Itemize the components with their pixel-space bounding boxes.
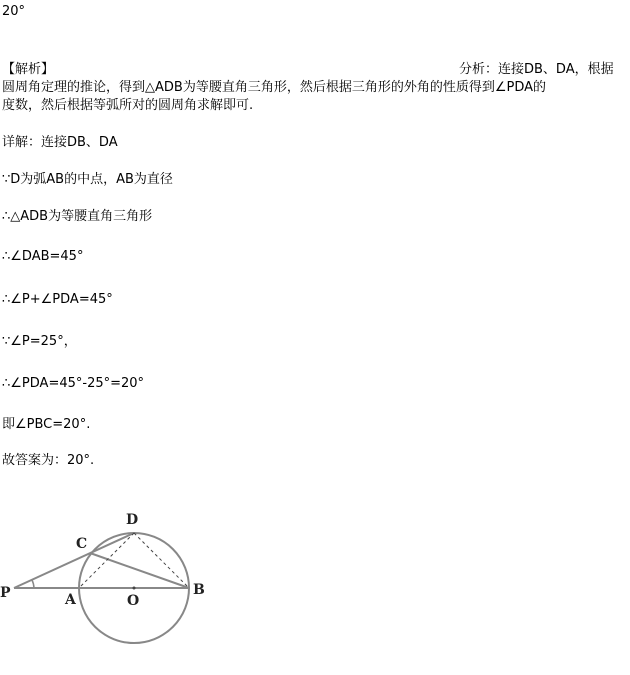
- label-a: A: [65, 592, 76, 608]
- detail-line-8: 即∠PBC=20°.: [2, 417, 91, 432]
- detail-line-9: 故答案为：20°.: [2, 453, 95, 468]
- detail-line-7: ∴∠PDA=45°-25°=20°: [2, 376, 145, 391]
- label-o: O: [127, 593, 140, 609]
- label-c: C: [76, 536, 88, 552]
- analysis-label-tail: 分析：连接DB、DA，根据: [459, 62, 614, 77]
- center-dot: [133, 587, 136, 590]
- label-d: D: [126, 512, 139, 528]
- detail-line-3: ∴△ADB为等腰直角三角形: [2, 209, 153, 224]
- line-pd: [14, 533, 134, 588]
- detail-line-6: ∵∠P=25°，: [2, 334, 77, 349]
- geometry-diagram: [0, 500, 630, 675]
- angle-mark-p: [32, 580, 34, 588]
- detail-line-2: ∵D为弧AB的中点，AB为直径: [2, 172, 173, 187]
- label-p: P: [0, 585, 11, 601]
- analysis-line-2: 度数，然后根据等弧所对的圆周角求解即可.: [2, 98, 254, 113]
- analysis-header: 【解析】: [2, 62, 55, 77]
- analysis-line-1: 圆周角定理的推论，得到△ADB为等腰直角三角形，然后根据三角形的外角的性质得到∠PDA的: [2, 80, 546, 95]
- detail-line-4: ∴∠DAB=45°: [2, 249, 84, 264]
- label-b: B: [193, 582, 205, 598]
- detail-line-1: 详解：连接DB、DA: [2, 135, 118, 150]
- answer-text: 20°: [2, 4, 26, 19]
- line-cb: [90, 553, 189, 588]
- detail-line-5: ∴∠P+∠PDA=45°: [2, 292, 113, 307]
